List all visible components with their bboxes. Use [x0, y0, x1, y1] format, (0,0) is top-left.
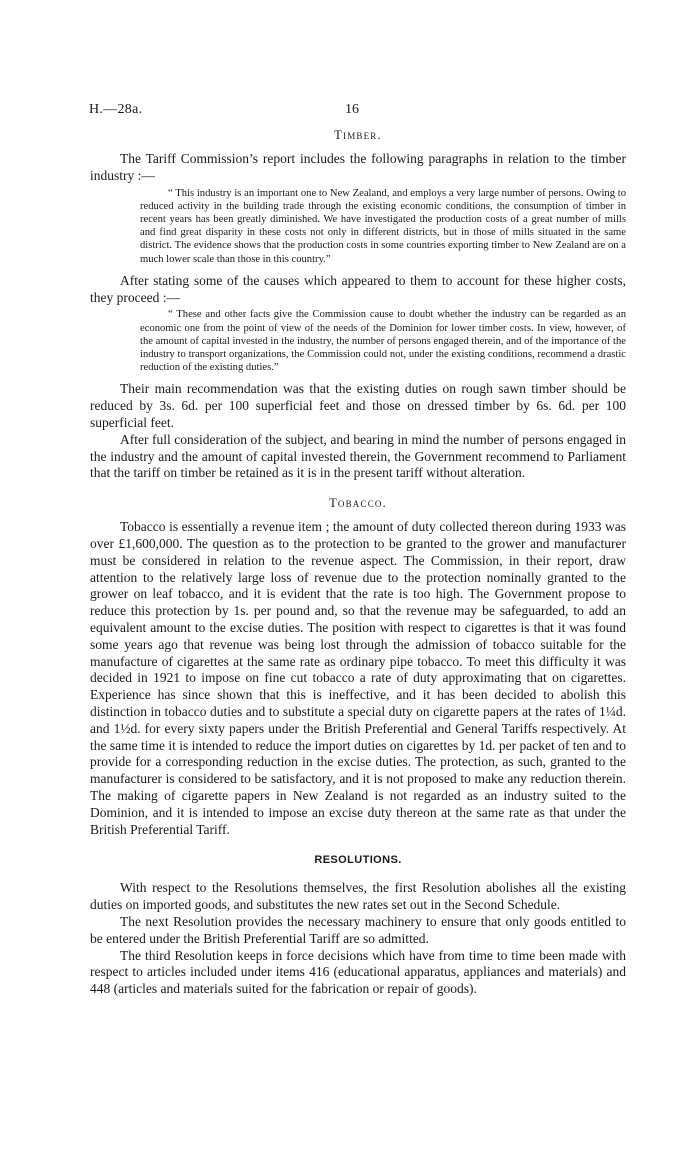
section-title-tobacco: Tobacco. [329, 496, 387, 511]
section-title-resolutions: RESOLUTIONS. [314, 854, 402, 867]
page-body [90, 128, 626, 998]
timber-intro-paragraph: The Tariff Commission’s report includes the following paragraphs in relation to the timber industry :— [90, 151, 626, 183]
resolutions-paragraph-3: The third Resolution keeps in force decisions which have from time to time been made with respect to articles included under items 416 (educational apparatus, appliances and materials) and 448 (articles and materials suited for the fabrication or repair of goods). [90, 947, 626, 997]
page-number: 16 [345, 102, 359, 117]
timber-transition-paragraph: After stating some of the causes which appeared to them to account for these higher costs, they proceed :— [90, 272, 626, 305]
timber-commission-quote-2: “ These and other facts give the Commission cause to doubt whether the industry can be regarded as an economic one from the point of view of the needs of the Dominion for lower timber costs. In view, however, of the amount of capital invested in the industry, the number of persons engaged therein, and of the importance of the industry to transport organizations, the Commission could not, under the existing conditions, recommend a drastic reduction of the existing duties.” [140, 309, 626, 374]
timber-decision-paragraph: After full consideration of the subject, and bearing in mind the number of persons engaged in the industry and the amount of capital invested therein, the Government recommend to Parliament that the tariff on timber be retained as it is in the present tariff without alteration. [90, 431, 626, 481]
tobacco-paragraph: Tobacco is essentially a revenue item ; the amount of duty collected thereon during 1933 was over £1,600,000. The question as to the protection to be granted to the grower and manufacturer must be considered in relation to the revenue aspect. The Commission, in their report, draw attention to the relatively large loss of revenue due to the protection nominally granted to the grower on leaf tobacco, and it is evident that the rate is too high. The Government propose to reduce this protection by 1s. per pound and, so that the revenue may be safeguarded, to add an equivalent amount to the excise duties. The position with respect to cigarettes is that it was found some years ago that revenue was being lost through the admission of tobacco suitable for the manufacture of cigarettes at the same rate as ordinary pipe tobacco. To meet this difficulty it was decided in 1921 to impose on fine cut tobacco a rate of duty approximating that on cigarettes. Experience has since shown that this is ineffective, and it has been decided to abolish this distinction in tobacco duties and to substitute a special duty on cigarette papers at the rates of 1¼d. and 1½d. for every sixty papers under the British Preferential and General Tariffs respectively. At the same time it is intended to reduce the import duties on cigarettes by 1d. per packet of ten and to provide for a corresponding reduction in the excise duties. The protection, as such, granted to the manufacturer is considered to be satisfactory, and it is not proposed to make any reduction therein. The making of cigarette papers in New Zealand is not regarded as an industry suited to the Dominion, and it is intended to impose an excise duty thereon at the same rate as that under the British Preferential Tariff. [90, 519, 626, 837]
document-reference: H.—28a. [89, 102, 143, 117]
resolutions-paragraph-1: With respect to the Resolutions themselves, the first Resolution abolishes all the existing duties on imported goods, and substitutes the new rates set out in the Second Schedule. [90, 880, 626, 913]
section-title-timber: Timber. [334, 128, 382, 142]
timber-commission-quote-1: “ This industry is an important one to New Zealand, and employs a very large number of persons. Owing to reduced activity in the building trade through the existing economic conditions, the consumption of timber in recent years has been greatly diminished. We have investigated the production costs of a great number of mills and find great disparity in these costs not only in different districts, but in those of mills situated in the same district. The evidence shows that the production costs in some countries exporting timber to New Zealand are on a much lower scale than those in this country.” [140, 187, 626, 265]
resolutions-paragraph-2: The next Resolution provides the necessary machinery to ensure that only goods entitled to be entered under the British Preferential Tariff are so admitted. [90, 913, 626, 946]
timber-recommendation-paragraph: Their main recommendation was that the existing duties on rough sawn timber should be reduced by 3s. 6d. per 100 superficial feet and those on dressed timber by 6s. 6d. per 100 superficial feet. [90, 381, 626, 431]
